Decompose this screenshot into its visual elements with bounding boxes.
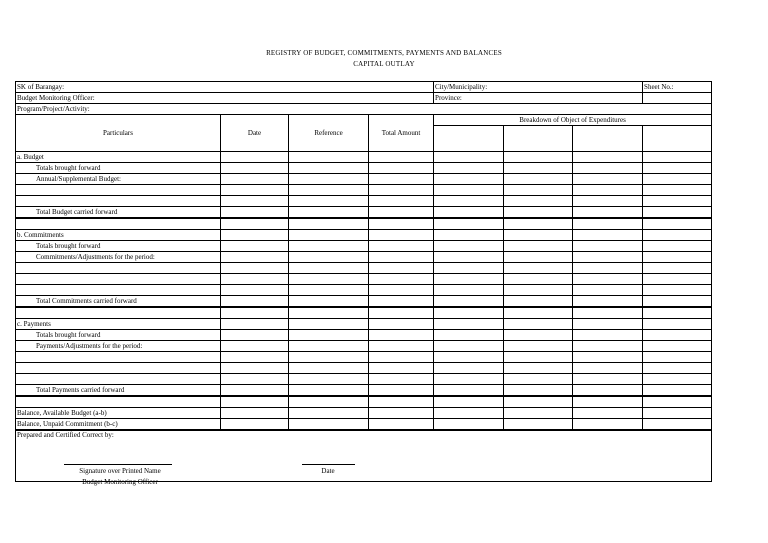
table-row (16, 408, 712, 419)
table-cell[interactable] (643, 185, 712, 196)
table-row (16, 163, 712, 174)
table-row (16, 196, 712, 207)
table-cell[interactable] (573, 274, 643, 285)
table-cell[interactable] (643, 385, 712, 397)
table-cell[interactable] (289, 419, 369, 431)
table-cell[interactable] (221, 396, 289, 408)
table-cell[interactable] (369, 363, 434, 374)
table-cell[interactable] (434, 196, 504, 207)
table-cell[interactable] (573, 330, 643, 341)
signature-line (64, 464, 172, 465)
table-cell[interactable] (434, 152, 504, 163)
table-cell[interactable] (289, 285, 369, 296)
table-cell[interactable] (643, 307, 712, 319)
table-cell[interactable] (504, 163, 573, 174)
table-cell[interactable] (16, 307, 221, 319)
table-cell[interactable] (221, 341, 289, 352)
table-cell[interactable] (573, 363, 643, 374)
table-cell[interactable] (369, 252, 434, 263)
table-cell[interactable] (289, 296, 369, 308)
table-cell[interactable] (573, 196, 643, 207)
table-cell[interactable] (289, 374, 369, 385)
table-row (16, 341, 712, 352)
table-cell[interactable] (369, 374, 434, 385)
signature-label: Signature over Printed Name (79, 467, 161, 475)
table-cell[interactable] (504, 319, 573, 330)
table-cell[interactable] (289, 241, 369, 252)
table-row (16, 174, 712, 185)
table-cell[interactable] (573, 408, 643, 419)
table-cell[interactable] (221, 374, 289, 385)
table-cell[interactable] (573, 396, 643, 408)
prepared-label: Prepared and Certified Correct by: (17, 431, 114, 439)
table-cell[interactable] (573, 252, 643, 263)
table-cell[interactable] (369, 307, 434, 319)
table-cell[interactable] (434, 307, 504, 319)
table-cell[interactable] (573, 285, 643, 296)
table-cell[interactable] (434, 385, 504, 397)
table-cell[interactable] (289, 163, 369, 174)
table-cell[interactable] (16, 352, 221, 363)
table-cell[interactable] (221, 185, 289, 196)
table-cell[interactable] (369, 185, 434, 196)
table-cell[interactable] (434, 218, 504, 230)
table-cell[interactable] (434, 185, 504, 196)
table-cell[interactable] (643, 341, 712, 352)
table-cell[interactable] (643, 230, 712, 241)
blank-cell[interactable] (643, 93, 712, 104)
table-cell[interactable] (434, 241, 504, 252)
budget-brought-forward: Totals brought forward (16, 163, 221, 174)
table-cell[interactable] (643, 152, 712, 163)
sk-barangay-field[interactable]: SK of Barangay: (16, 82, 434, 93)
table-cell[interactable] (289, 152, 369, 163)
table-cell[interactable] (643, 296, 712, 308)
balance-unpaid-commitment: Balance, Unpaid Commitment (b-c) (16, 419, 221, 431)
table-cell[interactable] (643, 285, 712, 296)
table-cell[interactable] (289, 274, 369, 285)
table-cell[interactable] (573, 419, 643, 431)
table-row (16, 241, 712, 252)
table-cell[interactable] (434, 374, 504, 385)
table-cell[interactable] (369, 163, 434, 174)
table-cell[interactable] (369, 396, 434, 408)
table-cell[interactable] (369, 263, 434, 274)
table-row (16, 319, 712, 330)
payments-item: Payments/Adjustments for the period: (16, 341, 221, 352)
table-cell[interactable] (434, 174, 504, 185)
table-cell[interactable] (289, 218, 369, 230)
date-line (302, 464, 355, 465)
budget-item: Annual/Supplemental Budget: (16, 174, 221, 185)
table-cell[interactable] (504, 363, 573, 374)
table-row (16, 218, 712, 230)
table-cell[interactable] (643, 396, 712, 408)
date-label: Date (321, 467, 335, 475)
breakdown-col-1[interactable] (434, 126, 504, 152)
table-cell[interactable] (573, 174, 643, 185)
table-cell[interactable] (369, 218, 434, 230)
header-date: Date (221, 115, 289, 152)
table-row (16, 207, 712, 219)
payments-brought-forward: Totals brought forward (16, 330, 221, 341)
table-row (16, 396, 712, 408)
table-cell[interactable] (504, 419, 573, 431)
table-cell[interactable] (221, 152, 289, 163)
table-cell[interactable] (434, 296, 504, 308)
header-breakdown: Breakdown of Object of Expenditures (434, 115, 712, 126)
table-row (16, 363, 712, 374)
province-field[interactable]: Province: (434, 93, 643, 104)
table-cell[interactable] (16, 274, 221, 285)
table-cell[interactable] (289, 396, 369, 408)
table-cell[interactable] (16, 374, 221, 385)
commitments-item: Commitments/Adjustments for the period: (16, 252, 221, 263)
table-cell[interactable] (289, 408, 369, 419)
section-title-commitments: b. Commitments (16, 230, 221, 241)
table-cell[interactable] (221, 207, 289, 219)
table-cell[interactable] (434, 419, 504, 431)
table-cell[interactable] (434, 274, 504, 285)
table-cell[interactable] (369, 274, 434, 285)
table-cell[interactable] (573, 241, 643, 252)
table-cell[interactable] (221, 307, 289, 319)
table-cell[interactable] (221, 363, 289, 374)
table-cell[interactable] (504, 152, 573, 163)
table-cell[interactable] (369, 296, 434, 308)
table-row (16, 307, 712, 319)
table-cell[interactable] (221, 296, 289, 308)
table-cell[interactable] (573, 374, 643, 385)
table-cell[interactable] (643, 319, 712, 330)
budget-officer-field[interactable]: Budget Monitoring Officer: (16, 93, 434, 104)
table-cell[interactable] (434, 330, 504, 341)
form-subtitle: CAPITAL OUTLAY (353, 60, 415, 68)
budget-carried-forward: Total Budget carried forward (16, 207, 221, 219)
table-cell[interactable] (573, 307, 643, 319)
table-cell[interactable] (643, 252, 712, 263)
table-cell[interactable] (504, 408, 573, 419)
table-cell[interactable] (221, 163, 289, 174)
table-cell[interactable] (573, 152, 643, 163)
table-cell[interactable] (573, 230, 643, 241)
table-cell[interactable] (369, 408, 434, 419)
table-cell[interactable] (221, 330, 289, 341)
table-cell[interactable] (289, 207, 369, 219)
table-cell[interactable] (643, 363, 712, 374)
table-row (16, 330, 712, 341)
commitments-carried-forward: Total Commitments carried forward (16, 296, 221, 308)
program-project-activity-field[interactable]: Program/Project/Activity: (16, 104, 712, 115)
table-cell[interactable] (289, 307, 369, 319)
table-cell[interactable] (504, 252, 573, 263)
table-cell[interactable] (369, 207, 434, 219)
table-cell[interactable] (221, 252, 289, 263)
table-cell[interactable] (289, 385, 369, 397)
table-cell[interactable] (16, 185, 221, 196)
payments-carried-forward: Total Payments carried forward (16, 385, 221, 397)
table-cell[interactable] (504, 196, 573, 207)
table-cell[interactable] (289, 319, 369, 330)
breakdown-col-2[interactable] (504, 126, 573, 152)
table-cell[interactable] (16, 285, 221, 296)
table-cell[interactable] (504, 296, 573, 308)
table-cell[interactable] (289, 196, 369, 207)
table-cell[interactable] (221, 174, 289, 185)
table-cell[interactable] (369, 152, 434, 163)
table-cell[interactable] (643, 408, 712, 419)
table-cell[interactable] (643, 218, 712, 230)
table-cell[interactable] (369, 352, 434, 363)
table-cell[interactable] (643, 196, 712, 207)
table-cell[interactable] (434, 352, 504, 363)
table-cell[interactable] (504, 274, 573, 285)
form-title: REGISTRY OF BUDGET, COMMITMENTS, PAYMENTS AND BALANCES (266, 49, 502, 57)
table-cell[interactable] (434, 163, 504, 174)
table-cell[interactable] (369, 241, 434, 252)
table-cell[interactable] (504, 330, 573, 341)
table-cell[interactable] (221, 218, 289, 230)
table-row (16, 296, 712, 308)
table-cell[interactable] (434, 319, 504, 330)
table-cell[interactable] (16, 196, 221, 207)
table-cell[interactable] (434, 341, 504, 352)
header-total-amount: Total Amount (369, 115, 434, 152)
table-cell[interactable] (434, 252, 504, 263)
table-cell[interactable] (221, 319, 289, 330)
table-cell[interactable] (504, 263, 573, 274)
section-title-budget: a. Budget (16, 152, 221, 163)
table-cell[interactable] (573, 163, 643, 174)
table-cell[interactable] (289, 330, 369, 341)
table-cell[interactable] (434, 207, 504, 219)
table-cell[interactable] (434, 263, 504, 274)
table-cell[interactable] (289, 263, 369, 274)
table-cell[interactable] (643, 352, 712, 363)
table-cell[interactable] (369, 230, 434, 241)
table-cell[interactable] (221, 230, 289, 241)
table-cell[interactable] (16, 396, 221, 408)
balance-available-budget: Balance, Available Budget (a-b) (16, 408, 221, 419)
table-cell[interactable] (643, 330, 712, 341)
table-cell[interactable] (573, 341, 643, 352)
table-cell[interactable] (573, 207, 643, 219)
table-cell[interactable] (504, 230, 573, 241)
table-cell[interactable] (221, 285, 289, 296)
table-cell[interactable] (573, 218, 643, 230)
table-cell[interactable] (16, 218, 221, 230)
registry-table (15, 81, 712, 482)
table-cell[interactable] (504, 374, 573, 385)
table-cell[interactable] (289, 174, 369, 185)
table-cell[interactable] (504, 174, 573, 185)
table-row (16, 419, 712, 431)
table-cell[interactable] (504, 307, 573, 319)
table-cell[interactable] (573, 352, 643, 363)
table-row (16, 263, 712, 274)
table-row (16, 152, 712, 163)
table-cell[interactable] (221, 419, 289, 431)
table-cell[interactable] (289, 352, 369, 363)
table-cell[interactable] (221, 196, 289, 207)
table-row (16, 230, 712, 241)
table-cell[interactable] (573, 385, 643, 397)
city-municipality-field[interactable]: City/Municipality: (434, 82, 643, 93)
table-cell[interactable] (504, 207, 573, 219)
table-cell[interactable] (289, 341, 369, 352)
table-row (16, 374, 712, 385)
table-cell[interactable] (573, 319, 643, 330)
table-row (16, 285, 712, 296)
table-cell[interactable] (289, 363, 369, 374)
table-cell[interactable] (369, 319, 434, 330)
table-cell[interactable] (643, 419, 712, 431)
table-cell[interactable] (369, 341, 434, 352)
table-cell[interactable] (369, 419, 434, 431)
table-cell[interactable] (221, 408, 289, 419)
table-cell[interactable] (643, 263, 712, 274)
table-cell[interactable] (504, 185, 573, 196)
table-cell[interactable] (643, 241, 712, 252)
table-cell[interactable] (504, 385, 573, 397)
table-cell[interactable] (643, 374, 712, 385)
table-cell[interactable] (434, 408, 504, 419)
table-cell[interactable] (369, 330, 434, 341)
table-cell[interactable] (16, 263, 221, 274)
table-cell[interactable] (504, 241, 573, 252)
table-cell[interactable] (504, 341, 573, 352)
table-cell[interactable] (643, 163, 712, 174)
table-cell[interactable] (504, 218, 573, 230)
table-cell[interactable] (643, 207, 712, 219)
table-cell[interactable] (434, 363, 504, 374)
table-cell[interactable] (221, 263, 289, 274)
table-cell[interactable] (369, 174, 434, 185)
table-cell[interactable] (369, 385, 434, 397)
table-cell[interactable] (221, 241, 289, 252)
table-row (16, 185, 712, 196)
commitments-brought-forward: Totals brought forward (16, 241, 221, 252)
breakdown-col-4[interactable] (643, 126, 712, 152)
header-reference: Reference (289, 115, 369, 152)
table-cell[interactable] (643, 274, 712, 285)
table-cell[interactable] (434, 396, 504, 408)
section-title-payments: c. Payments (16, 319, 221, 330)
table-row (16, 385, 712, 397)
table-cell[interactable] (221, 385, 289, 397)
table-cell[interactable] (504, 396, 573, 408)
table-cell[interactable] (369, 196, 434, 207)
table-cell[interactable] (573, 296, 643, 308)
table-cell[interactable] (573, 185, 643, 196)
breakdown-col-3[interactable] (573, 126, 643, 152)
table-cell[interactable] (16, 363, 221, 374)
table-cell[interactable] (221, 352, 289, 363)
table-cell[interactable] (643, 174, 712, 185)
table-cell[interactable] (289, 230, 369, 241)
table-cell[interactable] (369, 285, 434, 296)
table-cell[interactable] (504, 352, 573, 363)
table-row (16, 352, 712, 363)
officer-label: Budget Monitoring Officer (82, 478, 158, 486)
table-cell[interactable] (504, 285, 573, 296)
table-cell[interactable] (289, 185, 369, 196)
table-cell[interactable] (289, 252, 369, 263)
table-cell[interactable] (573, 263, 643, 274)
table-row (16, 252, 712, 263)
table-cell[interactable] (434, 230, 504, 241)
table-row (16, 274, 712, 285)
table-cell[interactable] (221, 274, 289, 285)
table-cell[interactable] (434, 285, 504, 296)
header-particulars: Particulars (16, 115, 221, 152)
sheet-no-field[interactable]: Sheet No.: (643, 82, 712, 93)
